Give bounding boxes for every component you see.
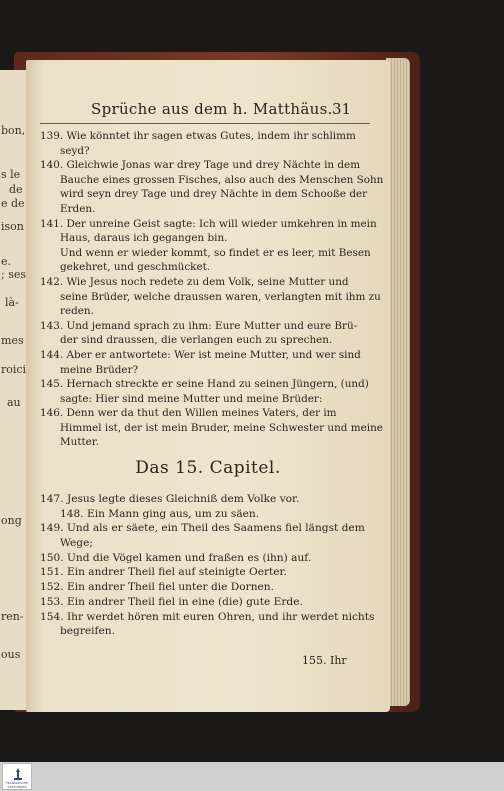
left-text-fragment: là- [5,296,19,309]
left-text-fragment: ren- [1,610,24,623]
verse-line: 151. Ein andrer Theil fiel auf steinigte Oerter. [40,566,287,579]
left-text-fragment: de [9,183,23,196]
left-text-fragment: ous [1,648,21,661]
verse-line: 150. Und die Vögel kamen und fraßen es (ihn) auf. [40,551,312,564]
verses-bottom [40,492,374,639]
header-rule [40,123,370,124]
verse-line: 147. Jesus legte dieses Gleichniß dem Volke vor. [40,493,300,505]
verse-line: Wege; [60,537,93,550]
verse-line: 139. Wie könntet ihr sagen etwas Gutes, indem ihr schlimm [40,130,356,142]
verse-line: begreifen. [60,625,115,638]
verse-line: Erden. [60,202,96,215]
left-text-fragment: e de [1,197,25,210]
verse-line: 141. Der unreine Geist sagte: Ich will wieder umkehren in mein [40,217,377,230]
left-text-fragment: ong [1,514,22,527]
viewer-footer-bar [0,762,504,791]
verse-line: seine Brüder, welche draussen waren, verlangten mit ihm zu [60,290,381,303]
verse-line: 140. Gleichwie Jonas war drey Tage und drey Nächte in dem [40,159,361,172]
left-text-fragment: e. [1,255,12,268]
verse-line: 142. Wie Jesus noch redete zu dem Volk, seine Mutter und [40,275,349,288]
running-header: Sprüche aus dem h. Matthäus. [91,100,333,118]
verse-line: 148. Ein Mann ging aus, um zu säen. [60,507,260,520]
verse-line: Und wenn er wieder kommt, so findet er es leer, mit Besen [60,246,371,259]
tower-icon [11,767,25,781]
verse-line: der sind draussen, die verlangen euch zu sprechen. [60,334,333,347]
left-text-fragment: mes [1,334,24,347]
verse-line: 143. Und jemand sprach zu ihm: Eure Mutter und eure Brü- [40,319,358,332]
left-text-fragment: ; ses [1,268,26,281]
book-page [26,60,390,712]
left-text-fragment: au [7,396,21,409]
verse-line: 145. Hernach streckte er seine Hand zu seinen Jüngern, (und) [40,378,369,391]
verse-line: sagte: Hier sind meine Mutter und meine Brüder: [60,392,323,405]
left-text-fragment: bon, [1,124,26,137]
verse-line: Himmel ist, der ist mein Bruder, meine Schwester und meine [60,421,383,434]
verse-line: meine Brüder? [60,363,139,376]
verse-line: 152. Ein andrer Theil fiel unter die Dornen. [40,581,274,594]
catchword: 155. Ihr [302,654,347,667]
page-number: 31 [332,100,352,118]
institution-logo[interactable] [2,763,32,790]
chapter-heading: Das 15. Capitel. [135,458,281,478]
verse-line: 144. Aber er antwortete: Wer ist meine Mutter, und wer sind [40,348,361,361]
verse-line: 153. Ein andrer Theil fiel in eine (die) gute Erde. [40,595,303,608]
left-text-fragment: roici [1,363,26,376]
verse-line: 149. Und als er säete, ein Theil des Saamens fiel längst dem [40,522,365,535]
verse-line: wird seyn drey Tage und drey Nächte in dem Schooße der [60,188,368,201]
verse-line: 154. Ihr werdet hören mit euren Ohren, und ihr werdet nichts [40,610,375,623]
logo-text: FRANCKESCHE STIFTUNGEN [5,781,29,789]
left-text-fragment: ison [1,220,24,233]
verse-line: Bauche eines grossen Fisches, also auch des Menschen Sohn [60,173,384,186]
verse-line: gekehret, und geschmücket. [60,261,211,274]
verse-line: 146. Denn wer da thut den Willen meines Vaters, der im [40,407,337,420]
verses-top [40,129,384,450]
verse-line: seyd? [60,144,90,157]
verse-line: Haus, daraus ich gegangen bin. [60,232,228,245]
left-text-fragment: s le [1,168,21,181]
verse-line: reden. [60,305,94,318]
verse-line: Mutter. [60,436,99,449]
left-page-fragment [0,70,26,710]
